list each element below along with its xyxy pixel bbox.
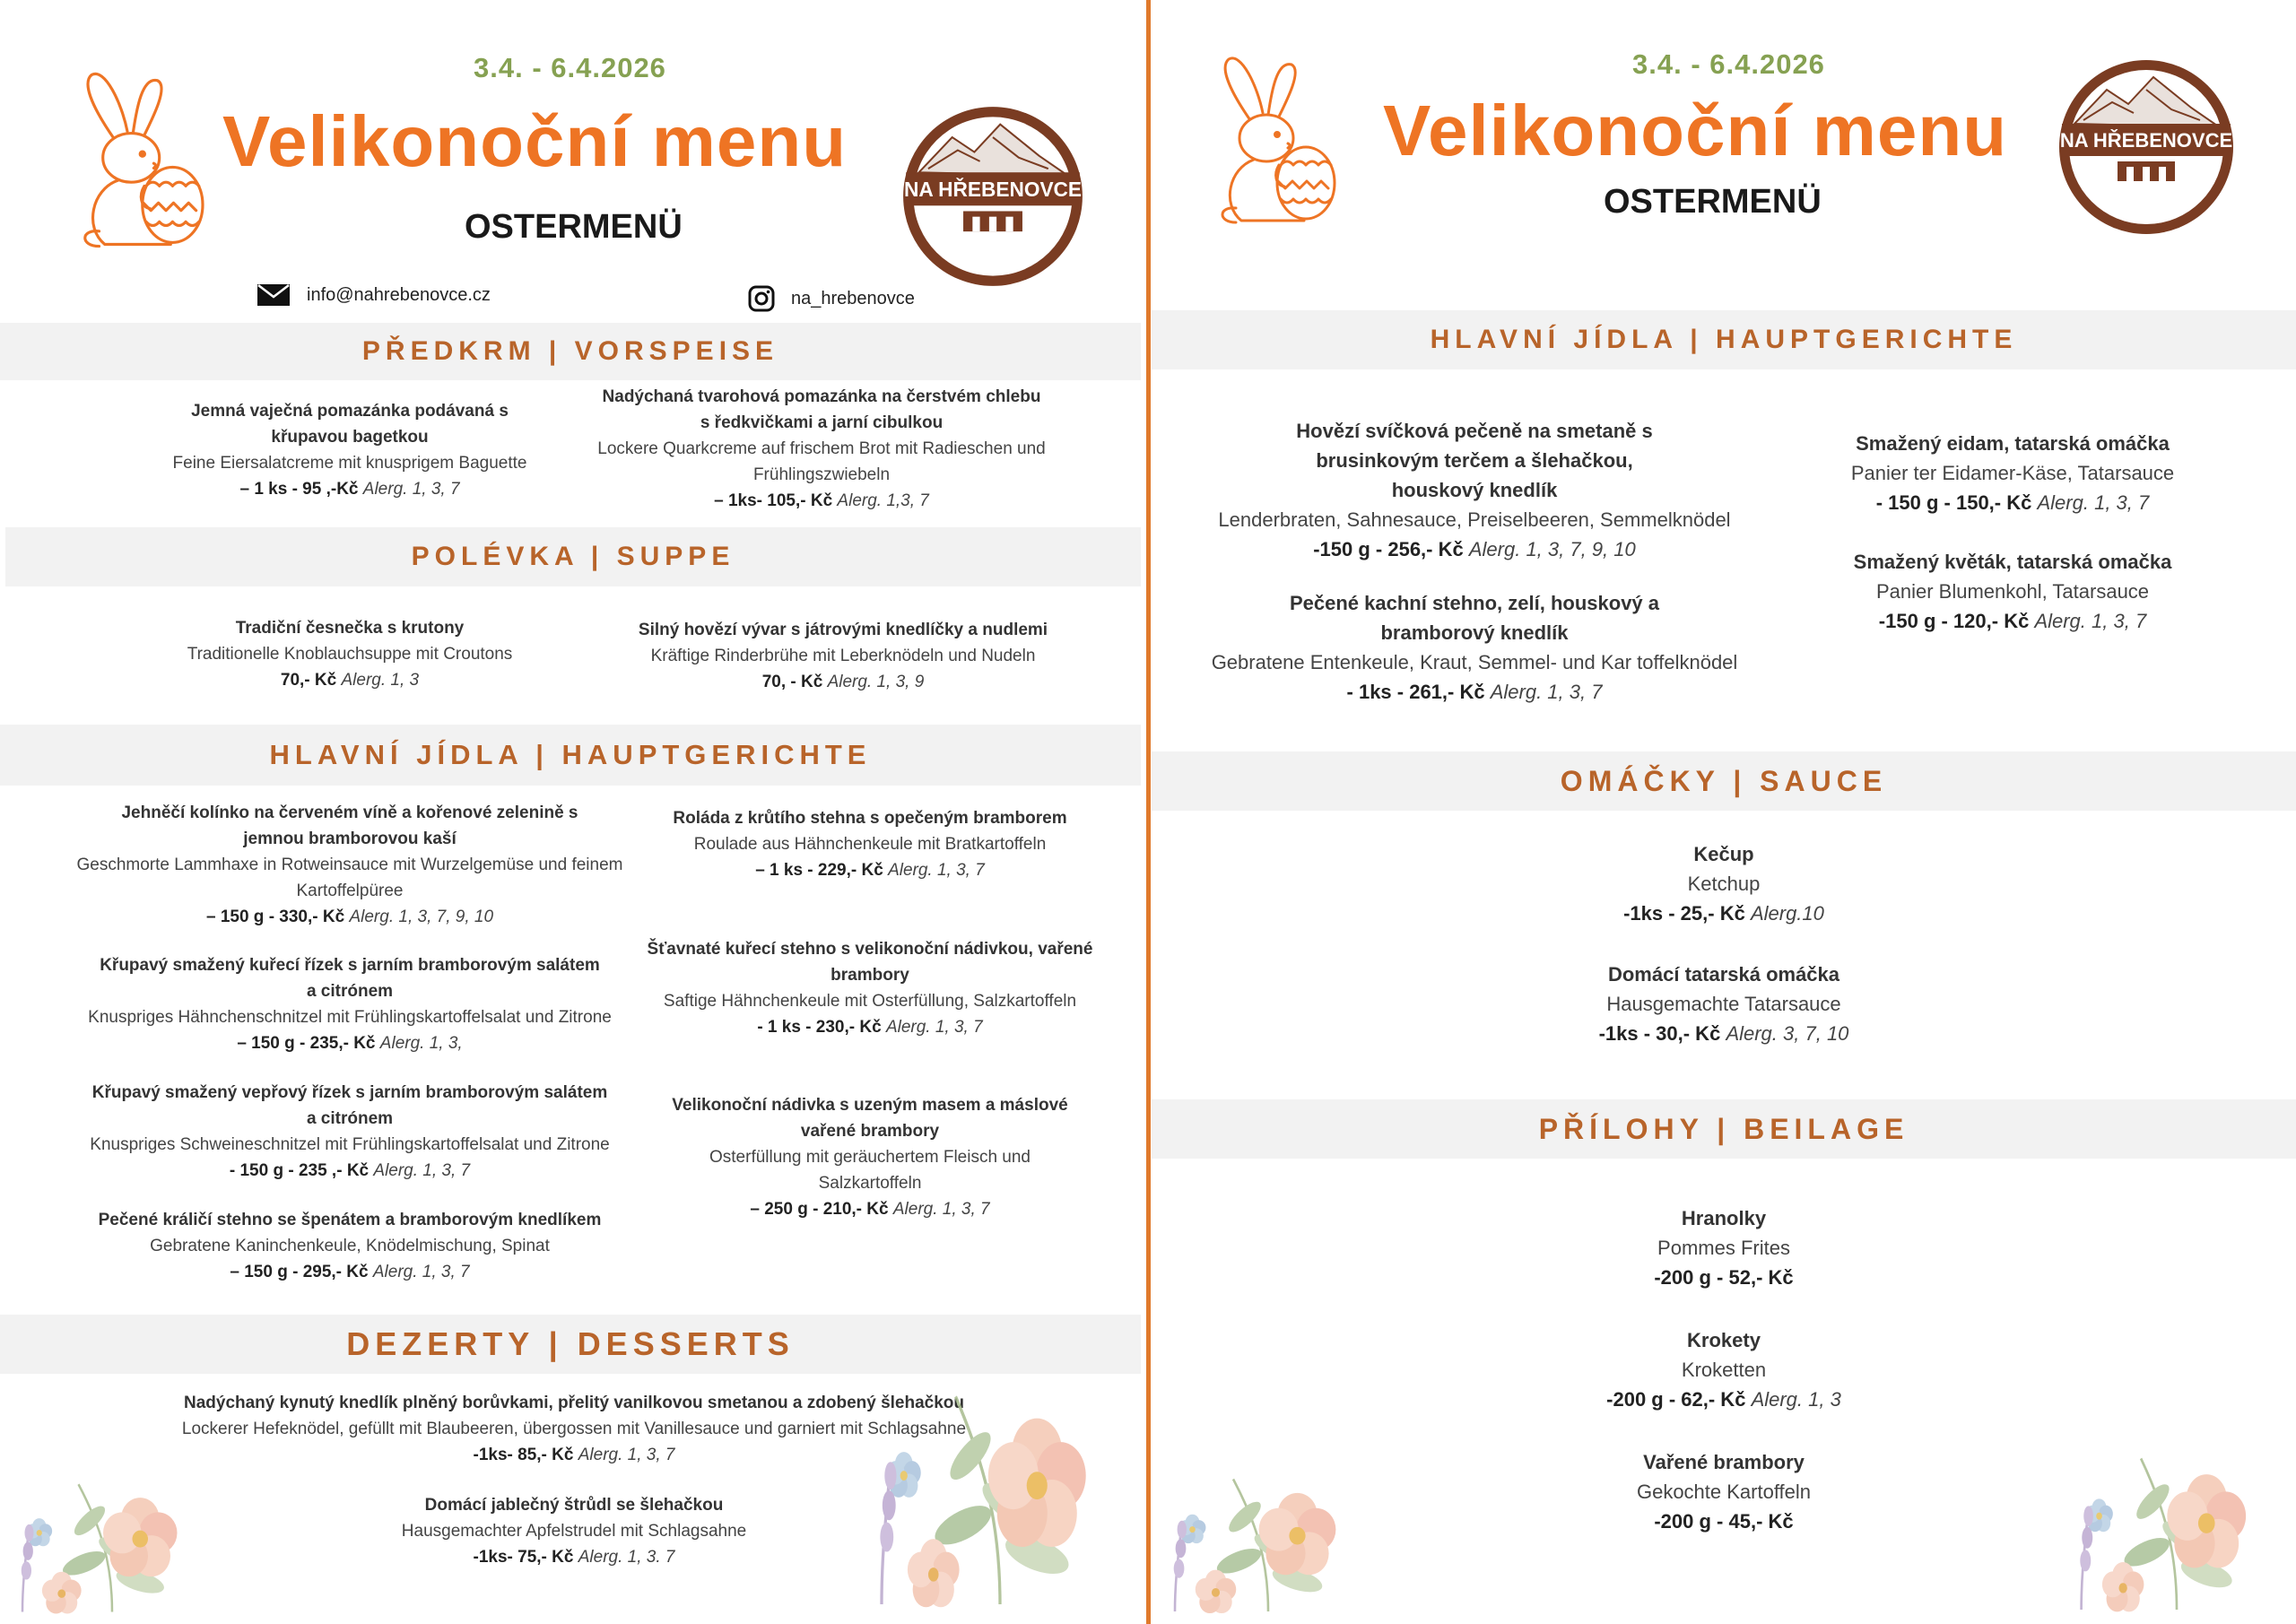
page-subtitle: OSTERMENÜ bbox=[465, 208, 683, 246]
section-mains: HLAVNÍ JÍDLA | HAUPTGERICHTE bbox=[1152, 310, 2296, 369]
bunny-icon bbox=[1191, 32, 1370, 248]
menu-item-sauce-2: Domácí tatarská omáčka Hausgemachte Tatarsauce -1ks - 30,- Kč Alerg. 3, 7, 10 bbox=[1598, 963, 1849, 1045]
logo-top-text: NA HŘEBENOVCE bbox=[903, 178, 1083, 201]
menu-item-side-2: Krokety Kroketten -200 g - 62,- Kč Alerg. 1, 3 bbox=[1606, 1329, 1841, 1411]
bunny-icon bbox=[52, 34, 240, 285]
flower-decoration-icon bbox=[2057, 1336, 2296, 1624]
page-divider bbox=[1146, 0, 1151, 1624]
section-starters: PŘEDKRM | VORSPEISE bbox=[0, 323, 1141, 380]
menu-item-main-3: Smažený eidam, tatarská omáčka Panier ter Eidamer-Käse, Tatarsauce - 150 g - 150,- Kč Alerg. 1, 3, 7 bbox=[1850, 432, 2175, 514]
menu-item-dessert-2: Domácí jablečný štrůdl se šlehačkou Hausgemachter Apfelstrudel mit Schlagsahne -1ks- 75,- Kč Alerg. 1, 3. 7 bbox=[401, 1496, 747, 1567]
left-menu-page bbox=[0, 0, 1146, 1624]
logo-bottom-text: AM KAMMWEG bbox=[938, 229, 1048, 272]
menu-item-main-1: Jehněčí kolínko na červeném víně a kořenové zelenině s jemnou bramborovou kaší Geschmorte Lammhaxe in Rotweinsauce mit Wurzelgemüse und feinem Kartoffelpüree – 150 g - 330,- Kč Alerg. 1, 3, 7, 9, 10 bbox=[76, 803, 623, 926]
menu-item-main-7: Velikonoční nádivka s uzeným masem a máslové vařené brambory Osterfüllung mit geräuchertem Fleisch und Salzkartoffeln – 250 g - 210,- Kč Alerg. 1, 3, 7 bbox=[672, 1096, 1068, 1219]
restaurant-logo bbox=[2054, 57, 2239, 237]
section-sauces: OMÁČKY | SAUCE bbox=[1152, 751, 2296, 811]
section-soups: POLÉVKA | SUPPE bbox=[5, 527, 1141, 586]
email-text: info@nahrebenovce.cz bbox=[307, 284, 491, 305]
menu-item-soup-2: Silný hovězí vývar s játrovými knedlíčky a nudlemi Kräftige Rinderbrühe mit Leberknödeln und Nudeln 70, - Kč Alerg. 1, 3, 9 bbox=[638, 621, 1048, 691]
section-mains: HLAVNÍ JÍDLA | HAUPTGERICHTE bbox=[0, 725, 1141, 786]
menu-item-main-2: Pečené kachní stehno, zelí, houskový a bramborový knedlík Gebratene Entenkeule, Kraut, Semmel- und Kar toffelknödel - 1ks - 261,- Kč Alerg. 1, 3, 7 bbox=[1211, 592, 1738, 703]
page-title: Velikonoční menu bbox=[1383, 91, 2008, 170]
page-subtitle: OSTERMENÜ bbox=[1604, 183, 1822, 221]
logo-bottom-text: AM KAMMWEG bbox=[2092, 178, 2200, 221]
menu-item-main-4: Pečené králičí stehno se špenátem a bramborovým knedlíkem Gebratene Kaninchenkeule, Knödelmischung, Spinat – 150 g - 295,- Kč Alerg. 1, 3, 7 bbox=[98, 1211, 602, 1281]
email-contact[interactable] bbox=[257, 283, 491, 307]
menu-item-side-3: Vařené brambory Gekochte Kartoffeln -200 g - 45,- Kč bbox=[1636, 1451, 1812, 1533]
flower-decoration-icon bbox=[852, 1229, 1146, 1624]
menu-item-main-1: Hovězí svíčková pečeně na smetaně s brusinkovým terčem a šlehačkou, houskový knedlík Lenderbraten, Sahnesauce, Preiselbeeren, Semmelknödel -150 g - 256,- Kč Alerg. 1, 3, 7, 9, 10 bbox=[1218, 420, 1731, 560]
right-menu-page bbox=[1152, 0, 2296, 1624]
menu-item-main-4: Smažený květák, tatarská omačka Panier Blumenkohl, Tatarsauce -150 g - 120,- Kč Alerg. 1, 3, 7 bbox=[1853, 551, 2172, 632]
restaurant-logo bbox=[900, 104, 1085, 289]
flower-decoration-icon bbox=[0, 1381, 224, 1624]
page-title: Velikonoční menu bbox=[222, 101, 848, 181]
flower-decoration-icon bbox=[1152, 1372, 1385, 1624]
menu-item-main-2: Křupavý smažený kuřecí řízek s jarním bramborovým salátem a citrónem Knuspriges Hähnchenschnitzel mit Frühlingskartoffelsalat und Zitrone – 150 g - 235,- Kč Alerg. 1, 3, bbox=[88, 956, 612, 1053]
mail-icon bbox=[257, 283, 291, 307]
menu-item-soup-1: Tradiční česnečka s krutony Traditionelle Knoblauchsuppe mit Croutons 70,- Kč Alerg. 1, 3 bbox=[187, 619, 513, 690]
menu-item-starter-2: Nadýchaná tvarohová pomazánka na čerstvém chlebu s ředkvičkami a jarní cibulkou Lockere Quarkcreme auf frischem Brot mit Radieschen und Frühlingszwiebeln – 1ks- 105,- Kč Alerg. 1,3, 7 bbox=[597, 387, 1046, 510]
section-sides: PŘÍLOHY | BEILAGE bbox=[1152, 1099, 2296, 1159]
instagram-icon bbox=[748, 285, 775, 312]
menu-item-main-6: Šťavnaté kuřecí stehno s velikonoční nádivkou, vařené brambory Saftige Hähnchenkeule mit Osterfüllung, Salzkartoffeln - 1 ks - 230,- Kč Alerg. 1, 3, 7 bbox=[647, 940, 1093, 1037]
menu-item-main-5: Roláda z krůtího stehna s opečeným bramborem Roulade aus Hähnchenkeule mit Bratkartoffeln – 1 ks - 229,- Kč Alerg. 1, 3, 7 bbox=[673, 809, 1067, 880]
menu-item-sauce-1: Kečup Ketchup -1ks - 25,- Kč Alerg.10 bbox=[1623, 843, 1824, 925]
menu-item-side-1: Hranolky Pommes Frites -200 g - 52,- Kč bbox=[1654, 1207, 1794, 1289]
date-range: 3.4. - 6.4.2026 bbox=[474, 52, 666, 83]
menu-item-dessert-1: Nadýchaný kynutý knedlík plněný borůvkami, přelitý vanilkovou smetanou a zdobený šlehačkou Lockerer Hefeknödel, gefüllt mit Blaubeeren, übergossen mit Vanillesauce und garniert mit Schlagsahne -1ks- 85,- Kč Alerg. 1, 3, 7 bbox=[181, 1394, 967, 1464]
instagram-handle: na_hrebenovce bbox=[791, 288, 915, 308]
section-desserts: DEZERTY | DESSERTS bbox=[0, 1315, 1141, 1374]
date-range: 3.4. - 6.4.2026 bbox=[1632, 48, 1825, 80]
menu-item-main-3: Křupavý smažený vepřový řízek s jarním bramborovým salátem a citrónem Knuspriges Schweineschnitzel mit Frühlingskartoffelsalat und Zitrone - 150 g - 235 ,- Kč Alerg. 1, 3, 7 bbox=[90, 1083, 610, 1180]
logo-top-text: NA HŘEBENOVCE bbox=[2059, 129, 2233, 152]
instagram-contact[interactable] bbox=[748, 285, 915, 312]
menu-item-starter-1: Jemná vaječná pomazánka podávaná s křupavou bagetkou Feine Eiersalatcreme mit knusprigem Baguette – 1 ks - 95 ,-Kč Alerg. 1, 3, 7 bbox=[172, 402, 527, 499]
